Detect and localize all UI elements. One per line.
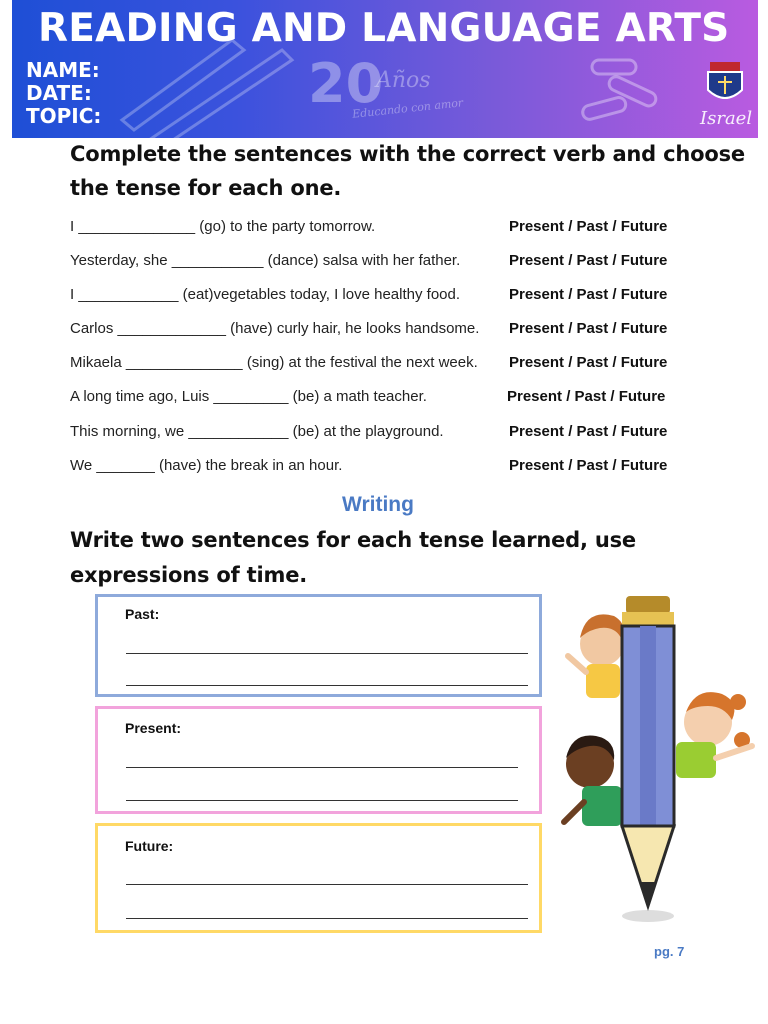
anniversary-number: 20 (308, 52, 384, 115)
writing-section-title: Writing (342, 493, 414, 516)
header-banner (12, 0, 758, 138)
answer-line[interactable] (126, 918, 528, 919)
pencil-with-children-icon (556, 588, 760, 928)
exercise-row (70, 354, 690, 376)
sentence-text: A long time ago, Luis _________ (be) a math teacher. (70, 388, 427, 405)
exercise-row (70, 320, 690, 342)
exercise-row (70, 286, 690, 308)
sentence-text: We _______ (have) the break in an hour. (70, 457, 343, 474)
tense-choices[interactable]: Present / Past / Future (509, 286, 668, 303)
tense-choices[interactable]: Present / Past / Future (509, 423, 668, 440)
anniversary-tagline: Educando con amor (351, 96, 464, 121)
exercise-instruction-line2: the tense for each one. (70, 176, 342, 200)
exercise-row (70, 457, 690, 479)
tense-choices[interactable]: Present / Past / Future (509, 320, 668, 337)
tense-choices[interactable]: Present / Past / Future (509, 354, 668, 371)
worksheet-title: READING AND LANGUAGE ARTS (38, 6, 730, 51)
name-label: NAME: (26, 58, 100, 82)
tense-choices[interactable]: Present / Past / Future (509, 457, 668, 474)
sentence-text: This morning, we ____________ (be) at the playground. (70, 423, 444, 440)
answer-line[interactable] (126, 653, 528, 654)
future-writing-box[interactable] (95, 823, 542, 933)
answer-line[interactable] (126, 685, 528, 686)
present-writing-box[interactable] (95, 706, 542, 814)
box-label: Past: (125, 606, 160, 622)
sentence-text: I ____________ (eat)vegetables today, I love healthy food. (70, 286, 461, 303)
sentence-text: Mikaela ______________ (sing) at the festival the next week. (70, 354, 478, 371)
exercise-instruction-line1: Complete the sentences with the correct verb and choose (70, 142, 745, 166)
tense-choices[interactable]: Present / Past / Future (509, 252, 668, 269)
writing-instruction-line1: Write two sentences for each tense learned, use (70, 528, 636, 552)
exercise-row (70, 252, 690, 274)
past-writing-box[interactable] (95, 594, 542, 697)
answer-line[interactable] (126, 884, 528, 885)
exercise-row (70, 218, 690, 240)
anniversary-watermark (308, 52, 488, 132)
tense-choices[interactable]: Present / Past / Future (507, 388, 666, 405)
date-label: DATE: (26, 81, 92, 105)
tense-choices[interactable]: Present / Past / Future (509, 218, 668, 235)
anniversary-word: Años (376, 68, 431, 93)
box-label: Present: (125, 720, 182, 736)
answer-line[interactable] (126, 767, 518, 768)
exercise-row (70, 388, 690, 410)
sentence-text: Yesterday, she ___________ (dance) salsa with her father. (70, 252, 461, 269)
sentence-text: Carlos _____________ (have) curly hair, he looks handsome. (70, 320, 480, 337)
answer-line[interactable] (126, 800, 518, 801)
page-number: pg. 7 (654, 944, 685, 959)
shield-icon (692, 60, 758, 110)
paperclips-decoration-icon (572, 50, 682, 130)
school-logo (692, 60, 758, 136)
sentence-text: I ______________ (go) to the party tomorrow. (70, 218, 376, 235)
writing-instruction-line2: expressions of time. (70, 563, 308, 587)
exercise-row (70, 423, 690, 445)
topic-label: TOPIC: (26, 104, 102, 128)
logo-script: Israel (700, 108, 753, 129)
box-label: Future: (125, 838, 174, 854)
